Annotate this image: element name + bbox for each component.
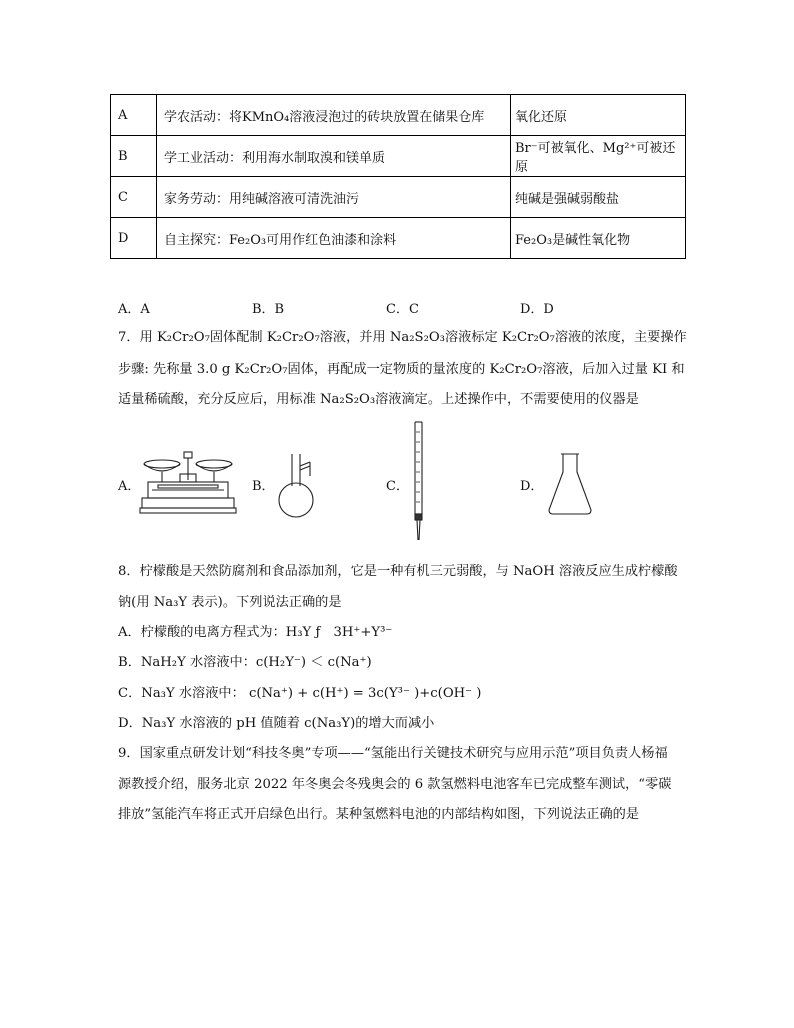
row-activity: 学农活动：将KMnO₄溶液浸泡过的砖块放置在储果仓库 — [157, 95, 511, 136]
q9-line-1: 9．国家重点研发计划“科技冬奥”专项——“氢能出行关键技术研究与应用示范”项目负责人杨福 — [118, 746, 668, 761]
row-label: C — [111, 177, 157, 218]
row-label: D — [111, 218, 157, 259]
row-principle: 氧化还原 — [511, 95, 686, 136]
q6-option-c: C．C — [386, 302, 419, 317]
conical-flask-icon — [545, 452, 595, 516]
q8-option-a: A．柠檬酸的电离方程式为：H₃Y ƒ 3H⁺+Y³⁻ — [118, 625, 393, 640]
q8-line-1: 8．柠檬酸是天然防腐剂和食品添加剂，它是一种有机三元弱酸，与 NaOH 溶液反应生成柠檬酸 — [118, 564, 678, 579]
q6-option-b: B．B — [252, 302, 285, 317]
row-activity: 自主探究：Fe₂O₃可用作红色油漆和涂料 — [157, 218, 511, 259]
q8-option-b: B．NaH₂Y 水溶液中：c(H₂Y⁻) ＜ c(Na⁺) — [118, 655, 372, 670]
q6-table — [110, 94, 686, 259]
q7-option-b-label: B． — [252, 479, 275, 494]
table-row — [111, 218, 686, 259]
row-activity: 学工业活动：利用海水制取溴和镁单质 — [157, 136, 511, 177]
row-label: A — [111, 95, 157, 136]
q9-line-3: 排放”氢能汽车将正式开启绿色出行。某种氢燃料电池的内部结构如图，下列说法正确的是 — [118, 807, 640, 822]
q9-line-2: 源教授介绍，服务北京 2022 年冬奥会冬残奥会的 6 款氢燃料电池客车已完成整车测试，“零碳 — [118, 777, 672, 792]
q7-option-d-label: D． — [520, 479, 544, 494]
row-label: B — [111, 136, 157, 177]
row-principle: 纯碱是强碱弱酸盐 — [511, 177, 686, 218]
q7-line-1: 7．用 K₂Cr₂O₇固体配制 K₂Cr₂O₇溶液，并用 Na₂S₂O₃溶液标定 K₂Cr₂O₇溶液的浓度，主要操作 — [118, 330, 687, 345]
q7-line-2: 步骤: 先称量 3.0 g K₂Cr₂O₇固体，再配成一定物质的量浓度的 K₂Cr₂O₇溶液，后加入过量 KI 和 — [118, 362, 685, 377]
row-principle: Br⁻可被氧化、Mg²⁺可被还原 — [511, 136, 686, 177]
q8-option-c: C．Na₃Y 水溶液中： c(Na⁺) + c(H⁺) = 3c(Y³⁻ )+c(OH⁻ ) — [118, 686, 482, 701]
row-activity: 家务劳动：用纯碱溶液可清洗油污 — [157, 177, 511, 218]
q7-line-3: 适量稀硫酸，充分反应后，用标准 Na₂S₂O₃溶液滴定。上述操作中，不需要使用的仪器是 — [118, 392, 639, 407]
q6-option-a: A．A — [118, 302, 150, 317]
q6-option-d: D．D — [520, 302, 554, 317]
balance-icon — [138, 448, 238, 520]
q7-option-a-label: A． — [118, 479, 141, 494]
table-row — [111, 177, 686, 218]
round-flask-icon — [270, 452, 320, 520]
table-row — [111, 136, 686, 177]
table-row — [111, 95, 686, 136]
q7-option-c-label: C． — [386, 479, 409, 494]
q8-line-2: 钠(用 Na₃Y 表示)。下列说法正确的是 — [118, 595, 342, 610]
q8-option-d: D．Na₃Y 水溶液的 pH 值随着 c(Na₃Y)的增大而减小 — [118, 716, 435, 731]
burette-icon — [407, 420, 431, 542]
row-principle: Fe₂O₃是碱性氧化物 — [511, 218, 686, 259]
